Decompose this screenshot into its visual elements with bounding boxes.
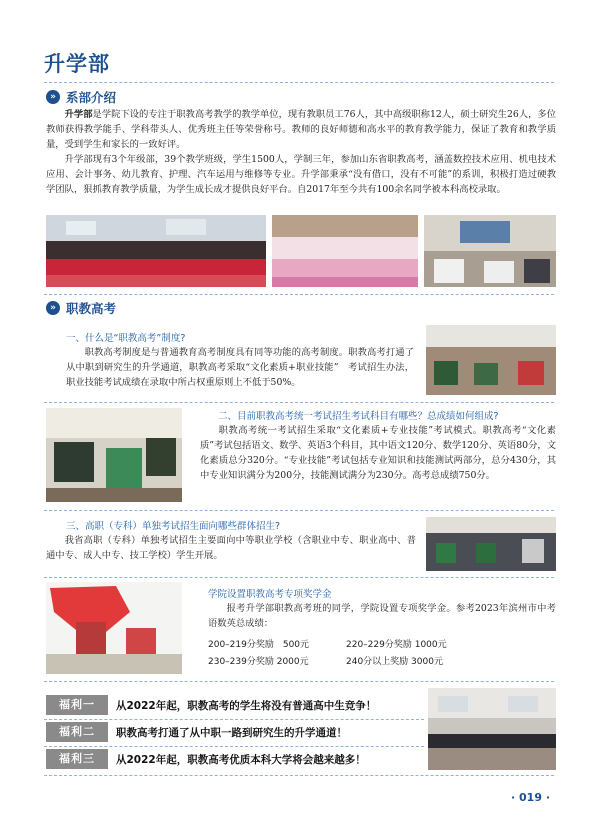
page-number: · 019 ·	[511, 791, 550, 804]
benefit-3	[46, 749, 424, 769]
answer-3: 我省高职（专科）单独考试招生主要面向中等职业学校（含职业中专、职业高中、普通中专、成人中专、技工学校）学生开展。	[46, 535, 416, 561]
benefit-2	[46, 722, 424, 742]
reward-item: 230–239分奖励 2000元	[208, 657, 309, 667]
benefit-text: 从2022年起，职教高考的学生将没有普通高中生竞争！	[116, 699, 377, 712]
intro-paragraph-1-text: 是学院下设的专注于职教高考教学的教学单位，现有教职员工76人，其中高级职称12人，硕士研究生26人，多位教师获得教学能手、学科带头人、优秀班主任等荣誉称号。教师的良好师德和高水平的教育教学能力，保证了教育和教学质量，受到学生和家长的一致好评。	[46, 109, 556, 150]
divider	[44, 577, 554, 578]
question-4: 学院设置职教高考专项奖学金	[208, 589, 332, 600]
benefit-text: 职教高考打通了从中职一路到研究生的升学通道！	[116, 726, 347, 739]
divider	[44, 719, 424, 720]
intro-paragraph-2: 升学部现有3个年级部，39个教学班级，学生1500人，学制三年，参加山东省职教高考，涵盖数控技术应用、机电技术应用、会计事务、幼儿教育、护理、汽车运用与维修等专业。升学部秉承“没有借口，没有不可能”的系训，积极打造过硬教学团队，狠抓教育教学质量，为学生成长成才提供良好平台。自2017年至今共有100余名同学被本科高校录取。	[46, 154, 556, 195]
section-header-exam	[46, 299, 116, 317]
photo-lab-class	[426, 517, 556, 571]
divider	[44, 82, 554, 83]
chevron-right-icon: »	[46, 301, 60, 315]
benefit-text: 从2022年起，职教高考优质本科大学将会越来越多！	[116, 753, 366, 766]
photo-piano-class	[46, 408, 182, 502]
reward-item: 240分以上奖励 3000元	[346, 657, 443, 667]
photo-performance	[46, 215, 266, 287]
section-header-intro	[46, 88, 116, 106]
intro-paragraph-1	[46, 107, 556, 152]
answer-4: 报考升学部职教高考班的同学，学院设置专项奖学金。参考2023年滨州市中考语数英总成绩：	[208, 603, 556, 629]
divider	[44, 402, 554, 403]
divider	[44, 510, 554, 511]
reward-item: 200–219分奖励 500元	[208, 640, 310, 650]
answer-1: 职教高考制度是与普通教育高考制度具有同等功能的高考制度。职教高考打通了从中职到研究生的升学通道，职教高考采取“文化素质+职业技能” 考试招生办法，职业技能考试成绩在录取中所占权重原则上不低于50%。	[66, 347, 414, 388]
reward-table	[208, 637, 468, 671]
divider	[44, 775, 554, 776]
divider	[44, 681, 554, 682]
dept-name: 升学部	[64, 109, 93, 120]
photo-classroom	[424, 215, 556, 287]
benefit-1	[46, 695, 424, 715]
photo-exam-room	[426, 325, 556, 395]
question-3: 三、高职（专科）单独考试招生面向哪些群体招生?	[66, 521, 281, 532]
section-title: 职教高考	[66, 301, 117, 316]
answer-2: 职教高考统一考试招生采取“文化素质+专业技能”考试模式。职教高考“文化素质”考试包括语文、数学、英语3个科目，其中语文120分、数学120分、英语80分，文化素质总分320分。“专业技能”考试包括专业知识和技能测试两部分，总分430分，其中专业知识满分为200分，技能测试满分为230分。高考总成绩750分。	[200, 425, 556, 481]
photo-dance-class	[428, 688, 556, 770]
divider	[44, 746, 424, 747]
reward-item: 220–229分奖励 1000元	[346, 640, 447, 650]
question-2: 二、目前职教高考统一考试招生考试科目有哪些？总成绩如何组成?	[218, 411, 499, 422]
divider	[44, 294, 554, 295]
benefit-tag: 福利二	[46, 722, 108, 742]
question-1: 一、什么是“职教高考”制度?	[66, 333, 186, 344]
benefit-tag: 福利一	[46, 695, 108, 715]
photo-costume-students	[272, 215, 418, 287]
chevron-right-icon: »	[46, 90, 60, 104]
benefit-tag: 福利三	[46, 749, 108, 769]
page-title: 升学部	[44, 52, 110, 76]
photo-scholarship	[46, 582, 182, 674]
section-title: 系部介绍	[66, 90, 117, 105]
